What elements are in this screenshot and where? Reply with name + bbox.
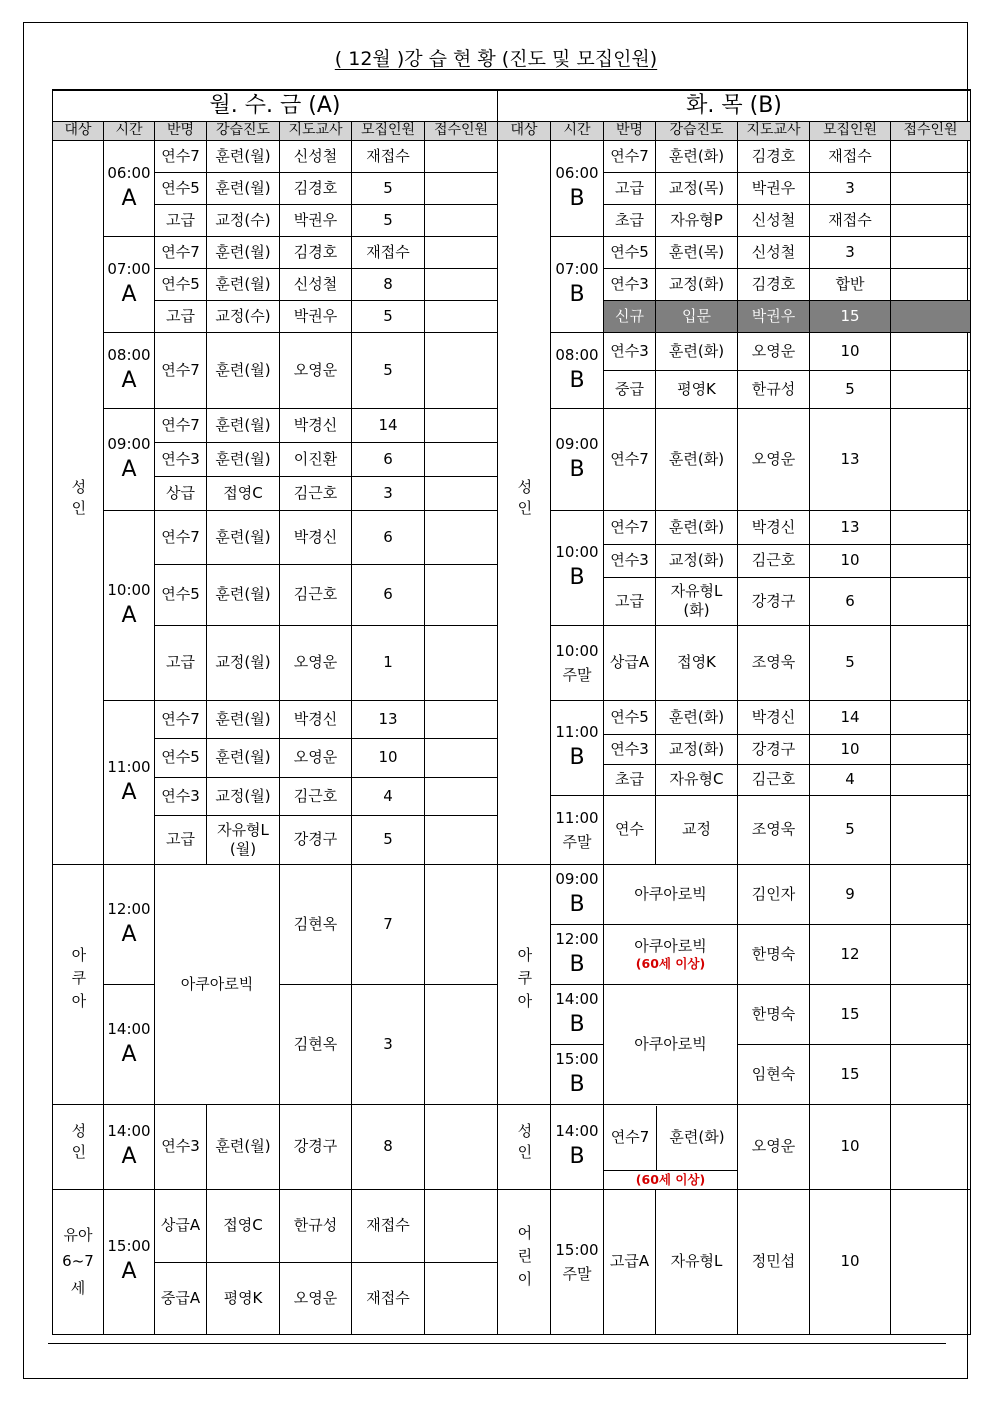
applied-cell <box>425 300 498 332</box>
progress-cell: 자유형P <box>656 204 738 236</box>
progress-name: 훈련(화) <box>669 1128 725 1147</box>
teacher-cell: 오영운 <box>280 738 352 777</box>
group-cell: 성인 <box>498 1104 551 1189</box>
class-cell: 고급 <box>155 204 207 236</box>
recruit-cell: 13 <box>810 510 891 544</box>
progress-cell: 훈련(월) <box>207 332 280 408</box>
teacher-cell: 김근호 <box>738 544 810 577</box>
recruit-cell: 10 <box>810 734 891 764</box>
teacher-cell: 김인자 <box>738 864 810 924</box>
class-cell: 아쿠아로빅 (60세 이상) <box>604 924 738 984</box>
header-recruit: 모집인원 <box>810 121 891 140</box>
teacher-cell: 김근호 <box>738 764 810 795</box>
recruit-cell: 재접수 <box>810 204 891 236</box>
class-cell: 상급A <box>155 1189 207 1262</box>
age-note: (60세 이상) <box>635 955 706 971</box>
teacher-cell: 한규성 <box>738 370 810 408</box>
class-cell: 상급A <box>604 625 656 700</box>
applied-cell <box>425 204 498 236</box>
class-cell: 고급 <box>604 172 656 204</box>
group-cell: 아쿠아 <box>498 864 551 1104</box>
applied-cell <box>891 510 971 544</box>
time-cell: 10:00 B <box>551 510 604 625</box>
teacher-cell: 오영운 <box>738 332 810 370</box>
class-cell: 연수3 <box>604 332 656 370</box>
teacher-cell: 임현숙 <box>738 1044 810 1104</box>
progress-cell: 입문 <box>656 300 738 332</box>
class-cell <box>604 1104 738 1189</box>
applied-cell <box>891 984 971 1044</box>
teacher-cell: 한명숙 <box>738 984 810 1044</box>
teacher-cell: 한명숙 <box>738 924 810 984</box>
class-cell: 연수7 <box>155 408 207 442</box>
applied-cell <box>425 1189 498 1262</box>
header-progress: 강습진도 <box>207 121 280 140</box>
applied-cell <box>891 236 971 268</box>
teacher-cell: 박경신 <box>738 510 810 544</box>
recruit-cell: 4 <box>810 764 891 795</box>
teacher-cell: 오영운 <box>280 332 352 408</box>
teacher-cell: 박권우 <box>280 300 352 332</box>
teacher-cell: 김경호 <box>280 172 352 204</box>
time-cell: 07:00 B <box>551 236 604 332</box>
time-cell: 07:00 A <box>104 236 155 332</box>
header-time: 시간 <box>104 121 155 140</box>
teacher-cell: 박경신 <box>280 700 352 738</box>
progress-cell: 교정(목) <box>656 172 738 204</box>
page-title: ( 12월 )강 습 현 황 (진도 및 모집인원) <box>334 48 658 70</box>
teacher-cell: 강경구 <box>738 577 810 625</box>
applied-cell <box>425 984 498 1104</box>
class-cell: 연수3 <box>604 734 656 764</box>
teacher-cell: 오영운 <box>280 1262 352 1334</box>
class-cell: 연수3 <box>155 777 207 815</box>
class-cell: 연수3 <box>155 442 207 476</box>
time-cell: 10:00 주말 <box>551 625 604 700</box>
class-cell: 연수 <box>604 795 656 864</box>
class-cell: 연수7 <box>604 510 656 544</box>
teacher-cell: 강경구 <box>280 815 352 864</box>
class-cell: 고급 <box>155 625 207 700</box>
applied-cell <box>891 408 971 510</box>
class-cell: 연수7 <box>155 236 207 268</box>
time-cell: 10:00 A <box>104 510 155 700</box>
progress-cell: 접영C <box>207 476 280 510</box>
class-cell: 아쿠아로빅 <box>604 984 738 1104</box>
recruit-cell: 5 <box>352 815 425 864</box>
class-cell: 연수3 <box>155 1104 207 1189</box>
time-cell: 15:00 B <box>551 1044 604 1104</box>
class-cell: 연수5 <box>155 564 207 625</box>
recruit-cell: 14 <box>810 700 891 734</box>
recruit-cell: 재접수 <box>352 1262 425 1334</box>
recruit-cell: 5 <box>810 795 891 864</box>
time-cell: 06:00 B <box>551 140 604 236</box>
teacher-cell: 김현옥 <box>280 864 352 984</box>
age-note: (60세 이상) <box>635 1171 706 1187</box>
teacher-cell: 조영욱 <box>738 625 810 700</box>
applied-cell <box>425 332 498 408</box>
teacher-cell: 조영욱 <box>738 795 810 864</box>
header-target: 대상 <box>53 121 104 140</box>
class-cell: 고급 <box>604 577 656 625</box>
progress-cell: 교정(화) <box>656 268 738 300</box>
progress-cell: 훈련(월) <box>207 510 280 564</box>
applied-cell <box>425 815 498 864</box>
header-target: 대상 <box>498 121 551 140</box>
teacher-cell: 신성철 <box>738 204 810 236</box>
class-cell: 아쿠아로빅 <box>604 864 738 924</box>
teacher-cell: 박권우 <box>738 172 810 204</box>
group-cell: 성인 <box>498 140 551 864</box>
applied-cell <box>425 625 498 700</box>
group-cell: 유아 6~7 세 <box>53 1189 104 1334</box>
class-cell: 고급A <box>604 1189 656 1334</box>
teacher-cell: 박권우 <box>280 204 352 236</box>
progress-cell: 훈련(월) <box>207 442 280 476</box>
progress-cell: 훈련(화) <box>656 510 738 544</box>
teacher-cell: 오영운 <box>738 408 810 510</box>
progress-cell: 자유형L (화) <box>656 577 738 625</box>
applied-cell <box>425 1104 498 1189</box>
header-recruit: 모집인원 <box>352 121 425 140</box>
applied-cell <box>891 300 971 332</box>
class-cell: 고급 <box>155 815 207 864</box>
progress-cell: 교정(화) <box>656 734 738 764</box>
teacher-cell: 김경호 <box>280 236 352 268</box>
header-time: 시간 <box>551 121 604 140</box>
applied-cell <box>891 204 971 236</box>
recruit-cell: 4 <box>352 777 425 815</box>
schedule-table-mwf <box>52 89 498 1335</box>
applied-cell <box>425 864 498 984</box>
teacher-cell: 김경호 <box>738 140 810 172</box>
recruit-cell: 12 <box>810 924 891 984</box>
teacher-cell: 한규성 <box>280 1189 352 1262</box>
applied-cell <box>425 408 498 442</box>
time-cell: 08:00 A <box>104 332 155 408</box>
applied-cell <box>891 700 971 734</box>
class-cell: 고급 <box>155 300 207 332</box>
time-cell: 14:00 A <box>104 1104 155 1189</box>
teacher-cell: 김경호 <box>738 268 810 300</box>
section-title-mwf: 월. 수. 금 (A) <box>53 90 498 121</box>
teacher-cell: 오영운 <box>738 1104 810 1189</box>
time-cell: 09:00 A <box>104 408 155 510</box>
bottom-rule <box>48 1343 946 1344</box>
header-teacher: 지도교사 <box>738 121 810 140</box>
teacher-cell: 김근호 <box>280 476 352 510</box>
recruit-cell: 3 <box>810 236 891 268</box>
time-cell: 08:00 B <box>551 332 604 408</box>
progress-cell: 훈련(화) <box>656 332 738 370</box>
recruit-cell: 13 <box>352 700 425 738</box>
class-name: 연수7 <box>604 1106 657 1170</box>
progress-cell: 훈련(월) <box>207 738 280 777</box>
time-cell: 06:00 A <box>104 140 155 236</box>
progress-cell: 교정(수) <box>207 300 280 332</box>
progress-cell: 훈련(화) <box>656 140 738 172</box>
progress-cell: 훈련(월) <box>207 172 280 204</box>
group-cell: 성인 <box>53 1104 104 1189</box>
class-cell: 상급 <box>155 476 207 510</box>
recruit-cell: 8 <box>352 268 425 300</box>
applied-cell <box>425 1262 498 1334</box>
applied-cell <box>891 924 971 984</box>
recruit-cell: 15 <box>810 984 891 1044</box>
header-progress: 강습진도 <box>656 121 738 140</box>
progress-cell: 교정(화) <box>656 544 738 577</box>
applied-cell <box>891 764 971 795</box>
applied-cell <box>891 577 971 625</box>
class-cell: 연수5 <box>155 172 207 204</box>
teacher-cell: 오영운 <box>280 625 352 700</box>
progress-cell: 훈련(목) <box>656 236 738 268</box>
time-cell: 11:00 B <box>551 700 604 795</box>
teacher-cell: 김근호 <box>280 777 352 815</box>
applied-cell <box>425 140 498 172</box>
time-cell: 12:00 A <box>104 864 155 984</box>
class-cell: 아쿠아로빅 <box>155 864 280 1104</box>
recruit-cell: 3 <box>352 476 425 510</box>
class-cell: 연수7 <box>604 408 656 510</box>
applied-cell <box>891 172 971 204</box>
applied-cell <box>891 625 971 700</box>
applied-cell <box>425 777 498 815</box>
progress-cell: 자유형L (월) <box>207 815 280 864</box>
time-cell: 14:00 A <box>104 984 155 1104</box>
progress-cell: 평영K <box>656 370 738 408</box>
time-cell: 12:00 B <box>551 924 604 984</box>
teacher-cell: 신성철 <box>280 268 352 300</box>
progress-cell: 접영K <box>656 625 738 700</box>
recruit-cell: 9 <box>810 864 891 924</box>
group-cell: 어린이 <box>498 1189 551 1334</box>
class-cell: 초급 <box>604 204 656 236</box>
recruit-cell: 14 <box>352 408 425 442</box>
teacher-cell: 신성철 <box>280 140 352 172</box>
class-cell: 연수3 <box>604 544 656 577</box>
applied-cell <box>891 268 971 300</box>
progress-cell: 교정(수) <box>207 204 280 236</box>
class-cell: 연수3 <box>604 268 656 300</box>
class-cell: 중급A <box>155 1262 207 1334</box>
recruit-cell: 5 <box>810 625 891 700</box>
group-cell: 성인 <box>53 140 104 864</box>
recruit-cell: 8 <box>352 1104 425 1189</box>
recruit-cell: 재접수 <box>810 140 891 172</box>
teacher-cell: 박경신 <box>738 700 810 734</box>
class-cell: 초급 <box>604 764 656 795</box>
class-cell: 연수5 <box>604 700 656 734</box>
applied-cell <box>425 510 498 564</box>
applied-cell <box>891 370 971 408</box>
time-cell: 14:00 B <box>551 1104 604 1189</box>
applied-cell <box>891 544 971 577</box>
teacher-cell: 신성철 <box>738 236 810 268</box>
recruit-cell: 7 <box>352 864 425 984</box>
progress-cell: 자유형L <box>656 1189 738 1334</box>
recruit-cell: 5 <box>352 300 425 332</box>
recruit-cell: 10 <box>352 738 425 777</box>
progress-cell: 훈련(월) <box>207 1104 280 1189</box>
recruit-cell: 5 <box>352 204 425 236</box>
recruit-cell: 재접수 <box>352 236 425 268</box>
progress-cell: 훈련(월) <box>207 408 280 442</box>
recruit-cell: 6 <box>810 577 891 625</box>
applied-cell <box>425 564 498 625</box>
recruit-cell: 10 <box>810 1104 891 1189</box>
recruit-cell: 재접수 <box>352 1189 425 1262</box>
class-cell: 신규 <box>604 300 656 332</box>
teacher-cell: 이진환 <box>280 442 352 476</box>
teacher-cell: 박경신 <box>280 408 352 442</box>
applied-cell <box>425 476 498 510</box>
progress-cell: 훈련(화) <box>656 408 738 510</box>
header-applied: 접수인원 <box>891 121 971 140</box>
applied-cell <box>891 1044 971 1104</box>
teacher-cell: 강경구 <box>738 734 810 764</box>
group-cell: 아쿠아 <box>53 864 104 1104</box>
applied-cell <box>425 700 498 738</box>
progress-cell: 교정 <box>656 795 738 864</box>
progress-cell: 훈련(월) <box>207 236 280 268</box>
header-class: 반명 <box>604 121 656 140</box>
recruit-cell: 재접수 <box>352 140 425 172</box>
recruit-cell: 6 <box>352 564 425 625</box>
applied-cell <box>891 1104 971 1189</box>
teacher-cell: 김근호 <box>280 564 352 625</box>
recruit-cell: 15 <box>810 300 891 332</box>
header-teacher: 지도교사 <box>280 121 352 140</box>
recruit-cell: 15 <box>810 1044 891 1104</box>
class-cell: 연수7 <box>155 140 207 172</box>
header-class: 반명 <box>155 121 207 140</box>
class-cell: 연수7 <box>155 510 207 564</box>
recruit-cell: 1 <box>352 625 425 700</box>
teacher-cell: 박경신 <box>280 510 352 564</box>
applied-cell <box>425 442 498 476</box>
recruit-cell: 13 <box>810 408 891 510</box>
progress-cell: 훈련(월) <box>207 564 280 625</box>
teacher-cell: 강경구 <box>280 1104 352 1189</box>
applied-cell <box>891 734 971 764</box>
section-title-tt: 화. 목 (B) <box>498 90 971 121</box>
class-cell: 연수5 <box>155 268 207 300</box>
recruit-cell: 10 <box>810 544 891 577</box>
schedule-table-tt <box>497 89 971 1335</box>
progress-cell: 평영K <box>207 1262 280 1334</box>
teacher-cell: 정민섭 <box>738 1189 810 1334</box>
applied-cell <box>891 864 971 924</box>
class-cell: 연수5 <box>155 738 207 777</box>
time-cell: 11:00 주말 <box>551 795 604 864</box>
recruit-cell: 5 <box>810 370 891 408</box>
progress-cell: 훈련(월) <box>207 700 280 738</box>
applied-cell <box>425 236 498 268</box>
time-cell: 09:00 B <box>551 864 604 924</box>
class-cell: 중급 <box>604 370 656 408</box>
progress-cell: 훈련(화) <box>656 700 738 734</box>
class-cell: 연수5 <box>604 236 656 268</box>
recruit-cell: 5 <box>352 172 425 204</box>
applied-cell <box>891 140 971 172</box>
applied-cell <box>891 1189 971 1334</box>
class-cell: 연수7 <box>155 700 207 738</box>
header-applied: 접수인원 <box>425 121 498 140</box>
teacher-cell: 김현옥 <box>280 984 352 1104</box>
progress-cell: 훈련(월) <box>207 140 280 172</box>
recruit-cell: 6 <box>352 510 425 564</box>
class-cell: 연수7 <box>604 140 656 172</box>
time-cell: 09:00 B <box>551 408 604 510</box>
applied-cell <box>425 268 498 300</box>
recruit-cell: 3 <box>810 172 891 204</box>
recruit-cell: 10 <box>810 1189 891 1334</box>
progress-cell: 훈련(월) <box>207 268 280 300</box>
recruit-cell: 6 <box>352 442 425 476</box>
time-cell: 15:00 A <box>104 1189 155 1334</box>
progress-cell: 자유형C <box>656 764 738 795</box>
class-cell: 연수7 <box>155 332 207 408</box>
teacher-cell: 박권우 <box>738 300 810 332</box>
time-cell: 11:00 A <box>104 700 155 864</box>
time-cell: 14:00 B <box>551 984 604 1044</box>
progress-cell: 교정(월) <box>207 777 280 815</box>
recruit-cell: 3 <box>352 984 425 1104</box>
applied-cell <box>891 795 971 864</box>
recruit-cell: 합반 <box>810 268 891 300</box>
progress-cell: 접영C <box>207 1189 280 1262</box>
recruit-cell: 5 <box>352 332 425 408</box>
recruit-cell: 10 <box>810 332 891 370</box>
progress-cell: 교정(월) <box>207 625 280 700</box>
applied-cell <box>425 172 498 204</box>
time-cell: 15:00 주말 <box>551 1189 604 1334</box>
applied-cell <box>891 332 971 370</box>
applied-cell <box>425 738 498 777</box>
